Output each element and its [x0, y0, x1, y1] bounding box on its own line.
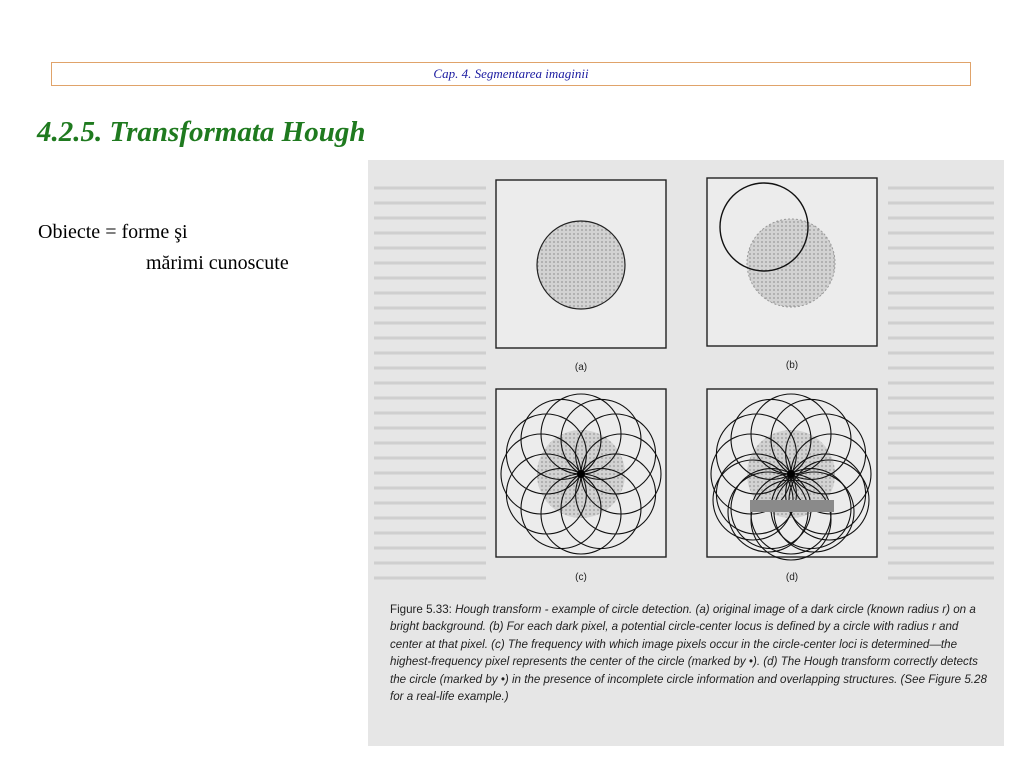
panel-d-overlap-bar — [750, 500, 834, 512]
chapter-header-text: Cap. 4. Segmentarea imaginii — [433, 66, 589, 81]
panel-a-label: (a) — [574, 362, 588, 373]
body-text-line-2: mărimi cunoscute — [146, 252, 289, 274]
panel-b-shaded-circle — [747, 219, 835, 307]
body-text-line-1: Obiecte = forme şi — [38, 221, 188, 243]
figure-caption — [390, 601, 990, 705]
panel-d-center-dot — [787, 470, 795, 478]
panel-d-label: (d) — [785, 572, 799, 583]
panel-c-label: (c) — [575, 572, 587, 583]
figure-caption-label: Figure 5.33: — [390, 603, 452, 616]
panel-a-circle — [537, 221, 625, 309]
figure-caption-text: Hough transform - example of circle detection. (a) original image of a dark circle (known radius r) on a bright background. (b) For each dark pixel, a potential circle-center locus is defined by a circle with radius r and center at that pixel. (c) The frequency with which image pixels occur in the circle-center loci is determined—the highest-frequency pixel represents the center of the circle (marked by •). (d) The Hough transform correctly detects the circle (marked by •) in the presence of incomplete circle information and overlapping structures. (See Figure 5.28 for a real-life example.) — [390, 603, 987, 704]
chapter-header — [51, 62, 971, 86]
panel-b-label: (b) — [785, 360, 799, 371]
scanned-figure — [368, 160, 1004, 746]
slide-title: 4.2.5. Transformata Hough — [37, 116, 366, 148]
faded-page-text — [374, 188, 994, 578]
panel-c-center-dot — [577, 470, 585, 478]
